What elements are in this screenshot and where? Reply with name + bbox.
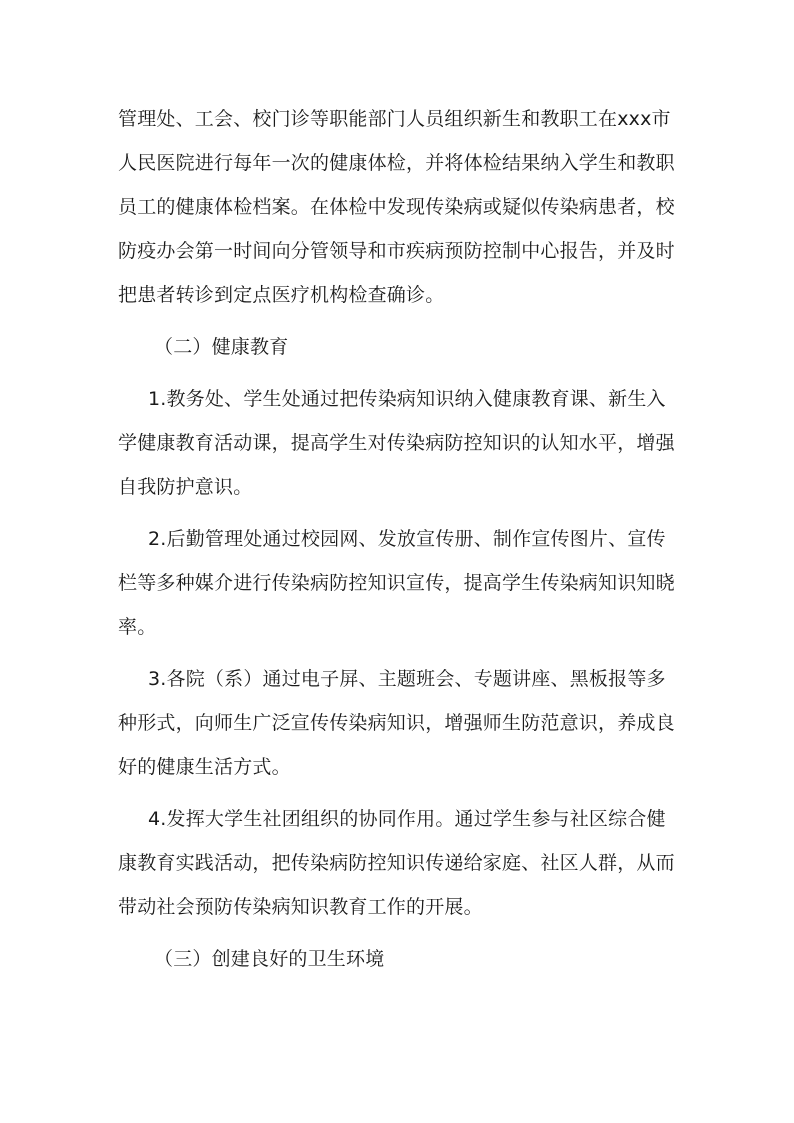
document-body — [118, 97, 680, 981]
paragraph-item-3: 3.各院（系）通过电子屏、主题班会、专题讲座、黑板报等多种形式，向师生广泛宣传传染病知识，增强师生防范意识，养成良好的健康生活方式。 — [118, 668, 675, 778]
paragraph-health-checkup: 管理处、工会、校门诊等职能部门人员组织新生和教职工在xxx市人民医院进行每年一次的健康体检，并将体检结果纳入学生和教职员工的健康体检档案。在体检中发现传染病或疑似传染病患者，校防疫办会第一时间向分管领导和市疾病预防控制中心报告，并及时把患者转诊到定点医疗机构检查确诊。 — [118, 108, 675, 306]
section-heading-sanitary-environment: （三）创建良好的卫生环境 — [154, 948, 385, 970]
paragraph-item-1: 1.教务处、学生处通过把传染病知识纳入健康教育课、新生入学健康教育活动课，提高学生对传染病防控知识的认知水平，增强自我防护意识。 — [118, 388, 675, 498]
paragraph-item-2: 2.后勤管理处通过校园网、发放宣传册、制作宣传图片、宣传栏等多种媒介进行传染病防控知识宣传，提高学生传染病知识知晓率。 — [118, 528, 675, 638]
paragraph-item-4: 4.发挥大学生社团组织的协同作用。通过学生参与社区综合健康教育实践活动，把传染病防控知识传递给家庭、社区人群，从而带动社会预防传染病知识教育工作的开展。 — [118, 808, 675, 918]
section-heading-health-education: （二）健康教育 — [154, 336, 289, 358]
